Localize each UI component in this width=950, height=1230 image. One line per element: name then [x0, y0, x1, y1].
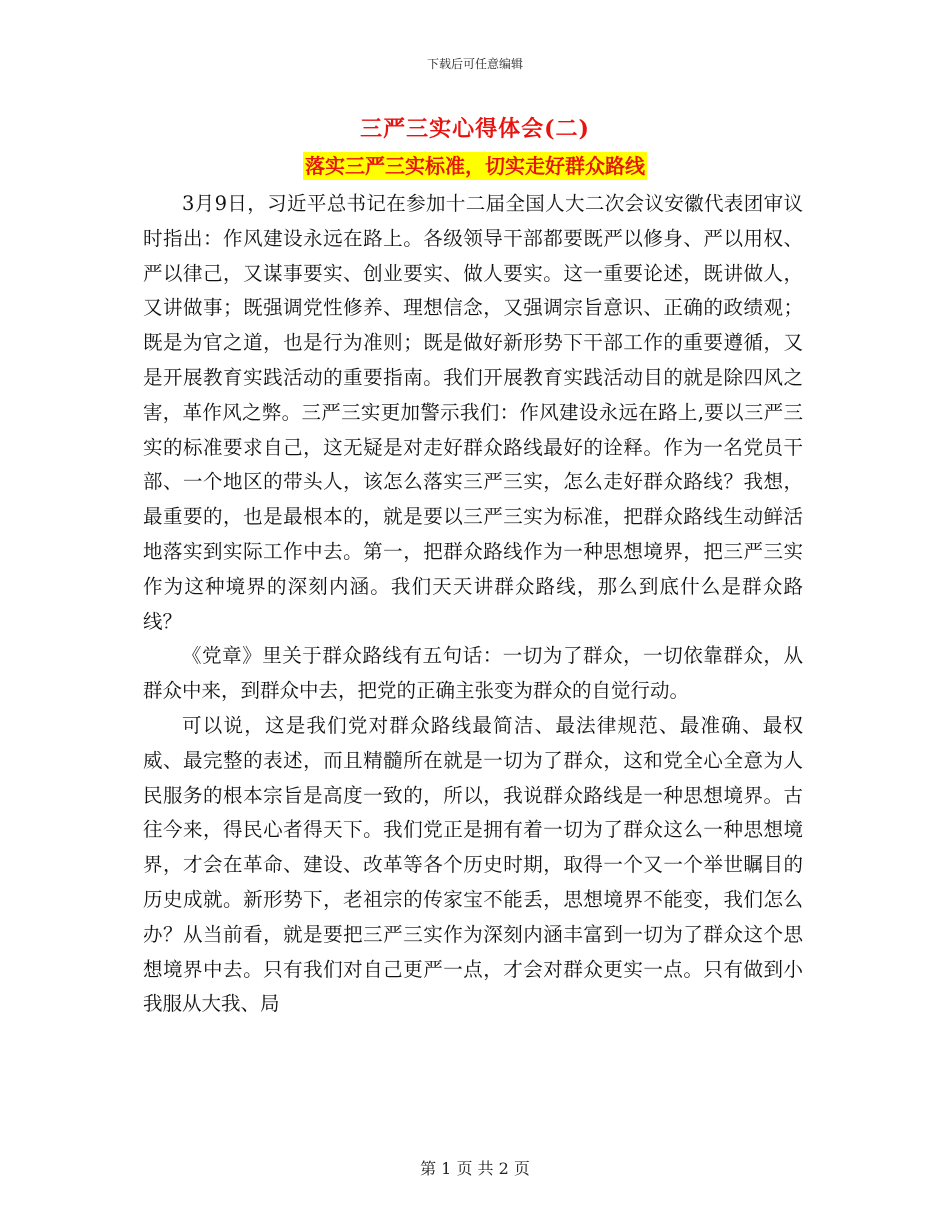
document-body	[143, 187, 803, 1022]
paragraph-3: 可以说，这是我们党对群众路线最简洁、最法律规范、最准确、最权威、最完整的表述，而且精髓所在就是一切为了群众，这和党全心全意为人民服务的根本宗旨是高度一致的，所以，我说群众路线是一种思想境界。古往今来，得民心者得天下。我们党正是拥有着一切为了群众这么一种思想境界，才会在革命、建设、改革等各个历史时期，取得一个又一个举世瞩目的历史成就。新形势下，老祖宗的传家宝不能丢，思想境界不能变，我们怎么办？从当前看，就是要把三严三实作为深刻内涵丰富到一切为了群众这个思想境界中去。只有我们对自己更严一点，才会对群众更实一点。只有做到小我服从大我、局	[143, 713, 803, 1016]
document-title: 三严三实心得体会(二)	[360, 116, 590, 142]
paragraph-2: 《党章》里关于群众路线有五句话：一切为了群众，一切依靠群众，从群众中来，到群众中去，把党的正确主张变为群众的自觉行动。	[143, 644, 803, 703]
document-subtitle: 落实三严三实标准，切实走好群众路线	[305, 154, 645, 178]
page-header-note: 下载后可任意编辑	[426, 57, 523, 71]
document-subtitle-container	[0, 152, 950, 180]
page-number: 第 1 页 共 2 页	[420, 1159, 530, 1178]
paragraph-1: 3月9日，习近平总书记在参加十二届全国人大二次会议安徽代表团审议时指出：作风建设永远在路上。各级领导干部都要既严以修身、严以用权、严以律己，又谋事要实、创业要实、做人要实。这一重要论述，既讲做人，又讲做事；既强调党性修养、理想信念，又强调宗旨意识、正确的政绩观；既是为官之道，也是行为准则；既是做好新形势下干部工作的重要遵循，又是开展教育实践活动的重要指南。我们开展教育实践活动目的就是除四风之害，革作风之弊。三严三实更加警示我们：作风建设永远在路上,要以三严三实的标准要求自己，这无疑是对走好群众路线最好的诠释。作为一名党员干部、一个地区的带头人，该怎么落实三严三实，怎么走好群众路线？我想，最重要的，也是最根本的，就是要以三严三实为标准，把群众路线生动鲜活地落实到实际工作中去。第一，把群众路线作为一种思想境界，把三严三实作为这种境界的深刻内涵。我们天天讲群众路线，那么到底什么是群众路线？	[143, 192, 803, 633]
